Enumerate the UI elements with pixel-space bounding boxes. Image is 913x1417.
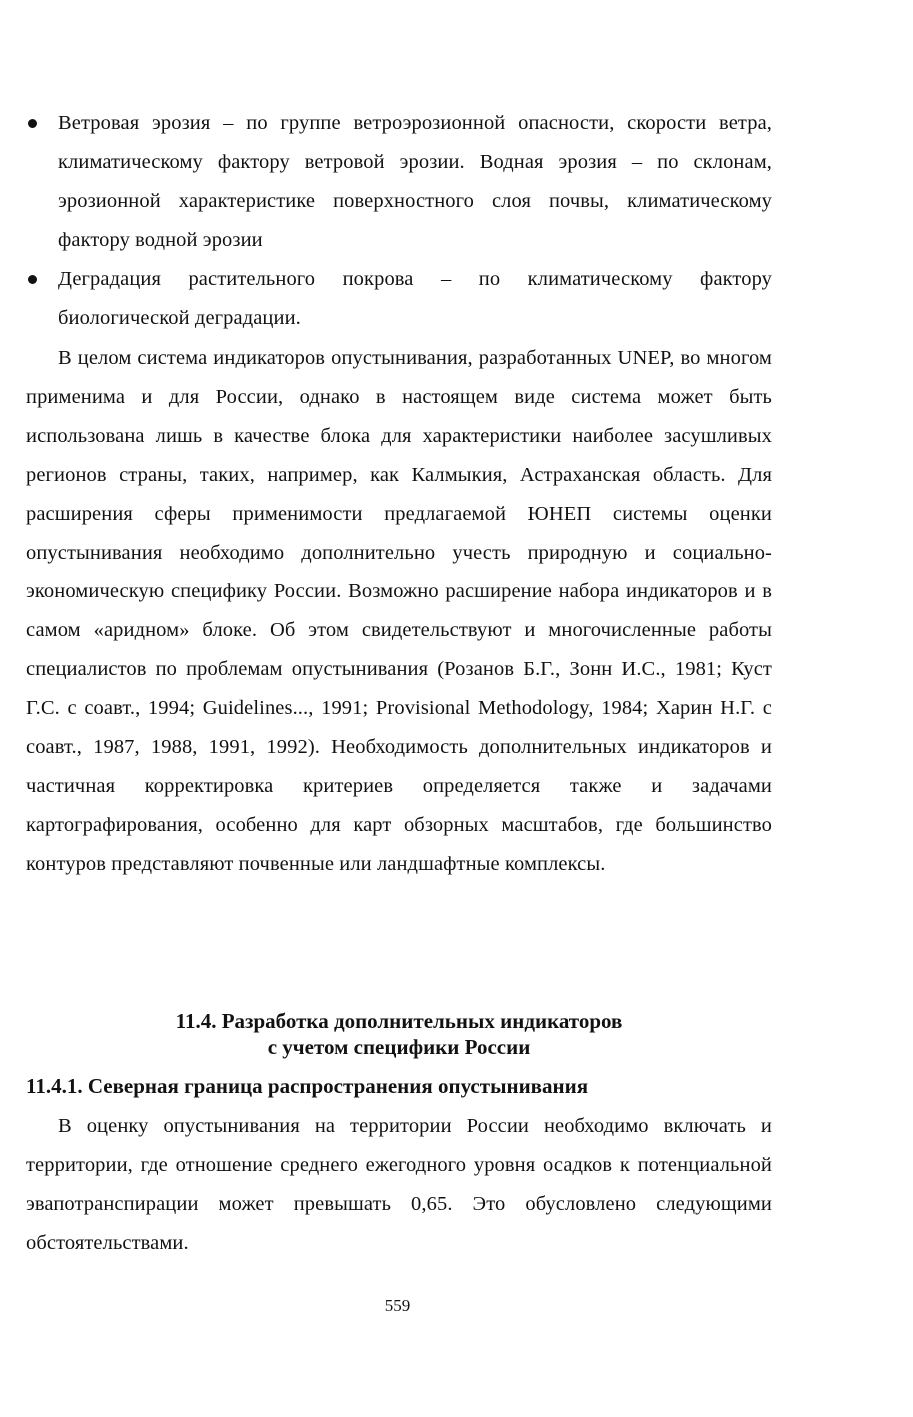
bullet-text: Ветровая эрозия – по группе ветроэрозионной опасности, скорости ветра, климатическому фактору ветровой эрозии. Водная эрозия – по склонам, эрозионной характеристике поверхностного слоя почвы, климатическому фактору водной эрозии <box>58 112 772 251</box>
bullet-text: Деградация растительного покрова – по климатическому фактору биологической деградации. <box>58 268 772 329</box>
section-heading-line-1: 11.4. Разработка дополнительных индикаторов <box>175 1009 623 1033</box>
bullet-item-wind-water-erosion <box>26 104 772 260</box>
section-heading-line-2: с учетом специфики России <box>267 1035 531 1059</box>
section-heading <box>26 1008 772 1060</box>
page-number: 559 <box>384 1296 411 1315</box>
bullet-dot-icon <box>28 275 37 284</box>
subsection-paragraph: В оценку опустынивания на территории России необходимо включать и территории, где отношение среднего ежегодного уровня осадков к потенциальной эвапотранспирации может превышать 0,65. Это обусловлено следующими обстоятельствами. <box>26 1115 772 1254</box>
main-paragraph: В целом система индикаторов опустынивания, разработанных UNEP, во многом применима и для России, однако в настоящем виде система может быть использована лишь в качестве блока для характеристики наиболее засушливых регионов страны, таких, например, как Калмыкия, Астраханская область. Для расширения сферы применимости предлагаемой ЮНЕП системы оценки опустынивания необходимо дополнительно учесть природную и социально-экономическую специфику России. Возможно расширение набора индикаторов и в самом «аридном» блоке. Об этом свидетельствуют и многочисленные работы специалистов по проблемам опустынивания (Розанов Б.Г., Зонн И.С., 1981; Куст Г.С. с соавт., 1994; Guidelines..., 1991; Provisional Methodology, 1984; Харин Н.Г. с соавт., 1987, 1988, 1991, 1992). Необходимость дополнительных индикаторов и частичная корректировка критериев определяется также и задачами картографирования, особенно для карт обзорных масштабов, где большинство контуров представляют почвенные или ландшафтные комплексы. <box>26 347 772 875</box>
bullet-list <box>26 104 772 338</box>
bullet-item-vegetation-degradation <box>26 260 772 338</box>
bullet-dot-icon <box>28 119 37 128</box>
subsection-heading: 11.4.1. Северная граница распространения опустынивания <box>26 1074 589 1098</box>
